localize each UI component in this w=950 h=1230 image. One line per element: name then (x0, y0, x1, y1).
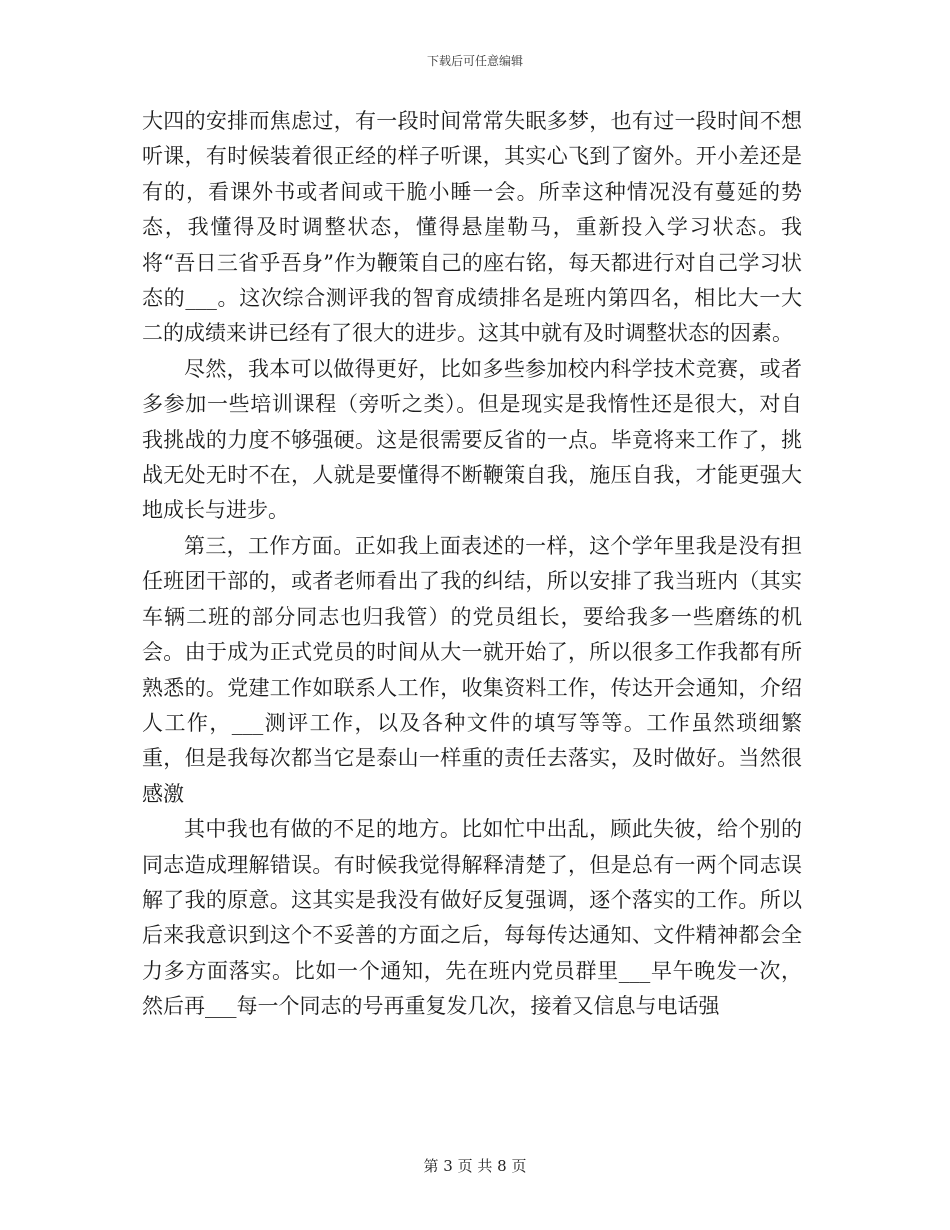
paragraph-3: 第三，工作方面。正如我上面表述的一样，这个学年里我是没有担任班团干部的，或者老师看出了我的纠结，所以安排了我当班内（其实车辆二班的部分同志也归我管）的党员组长，要给我多一些磨练的机会。由于成为正式党员的时间从大一就开始了，所以很多工作我都有所熟悉的。党建工作如联系人工作，收集资料工作，传达开会通知，介绍人工作，___测评工作，以及各种文件的填写等等。工作虽然琐细繁重，但是我每次都当它是泰山一样重的责任去落实，及时做好。当然很感激 (142, 533, 802, 806)
paragraph-4: 其中我也有做的不足的地方。比如忙中出乱，顾此失彼，给个别的同志造成理解错误。有时候我觉得解释清楚了，但是总有一两个同志误解了我的原意。这其实是我没有做好反复强调，逐个落实的工作。所以后来我意识到这个不妥善的方面之后，每每传达通知、文件精神都会全力多方面落实。比如一个通知，先在班内党员群里___早午晚发一次，然后再___每一个同志的号再重复发几次，接着又信息与电话强 (142, 817, 802, 1019)
paragraph-1: 大四的安排而焦虑过，有一段时间常常失眠多梦，也有过一段时间不想听课，有时候装着很正经的样子听课，其实心飞到了窗外。开小差还是有的，看课外书或者间或干脆小睡一会。所幸这种情况没有蔓延的势态，我懂得及时调整状态，懂得悬崖勒马，重新投入学习状态。我将“吾日三省乎吾身”作为鞭策自己的座右铭，每天都进行对自己学习状态的___。这次综合测评我的智育成绩排名是班内第四名，相比大一大二的成绩来讲已经有了很大的进步。这其中就有及时调整状态的因素。 (142, 109, 802, 346)
body-text (142, 104, 802, 1025)
paragraph-2: 尽然，我本可以做得更好，比如多些参加校内科学技术竞赛，或者多参加一些培训课程（旁听之类）。但是现实是我惰性还是很大，对自我挑战的力度不够强硬。这是很需要反省的一点。毕竟将来工作了，挑战无处无时不在，人就是要懂得不断鞭策自我，施压自我，才能更强大地成长与进步。 (142, 356, 802, 523)
page-footer: 第 3 页 共 8 页 (423, 1157, 527, 1175)
page-header: 下载后可任意编辑 (426, 54, 523, 68)
